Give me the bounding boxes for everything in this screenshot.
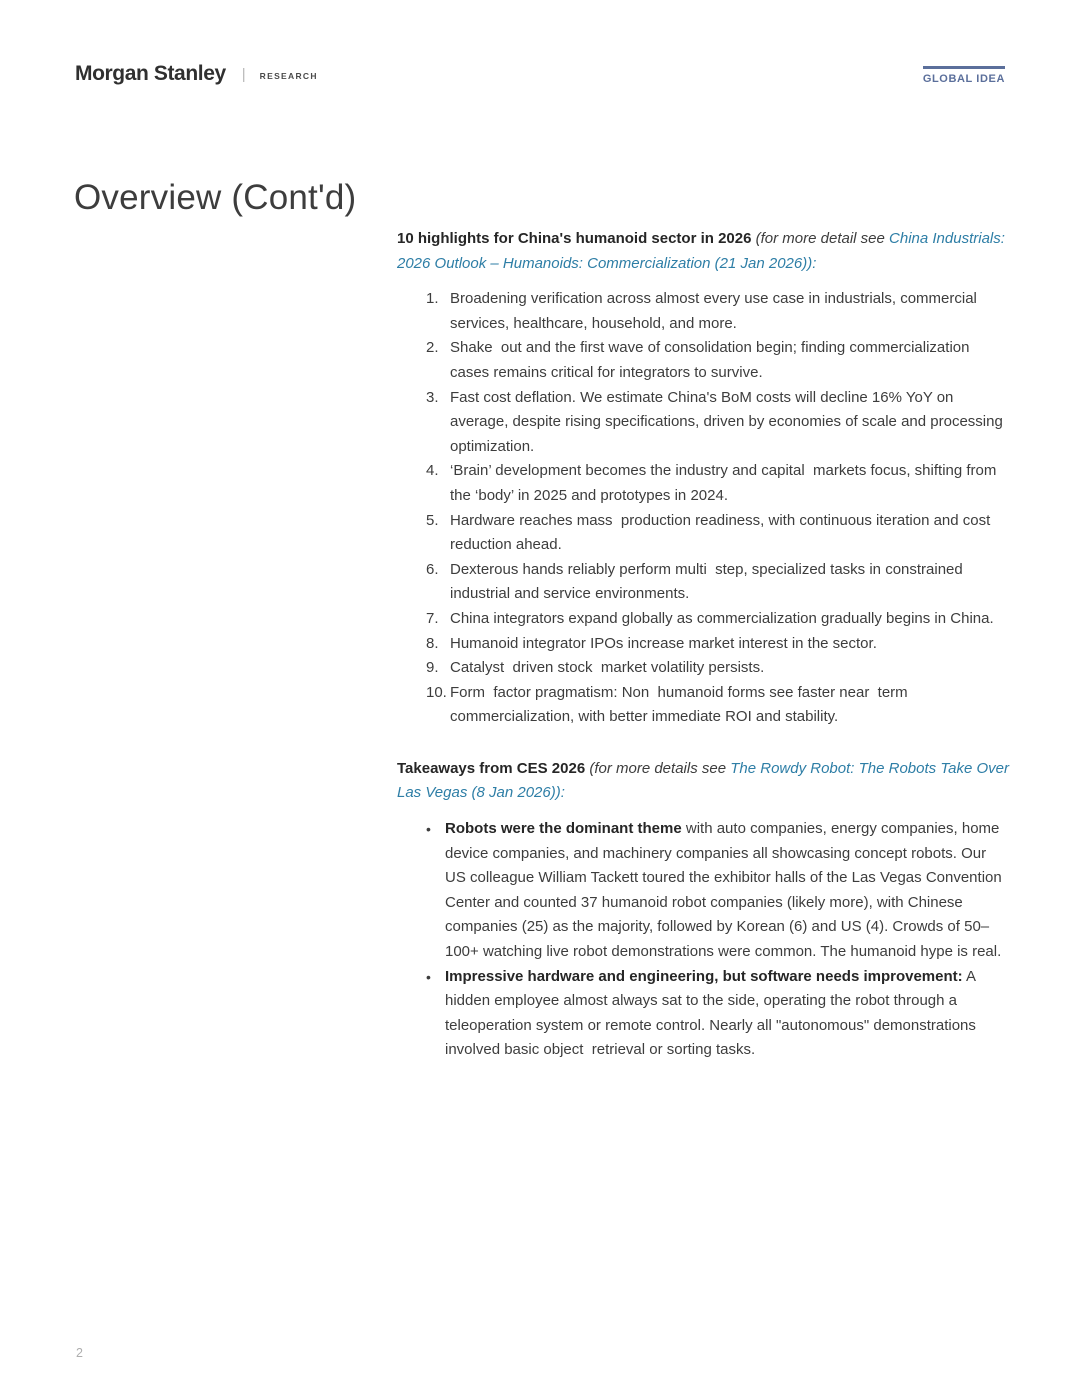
list-item: [397, 817, 1009, 965]
highlights-heading: [397, 227, 1009, 276]
china-industrials-report-link[interactable]: China Industrials: 2026 Outlook – Humanoids: Commercialization (21 Jan 2026): [397, 230, 1010, 272]
list-item-text: ‘Brain’ development becomes the industry and capital markets focus, shifting from the ‘body’ in 2025 and prototypes in 2024.: [450, 462, 1001, 504]
list-item: [397, 965, 1009, 1063]
list-item-text: Catalyst driven stock market volatility persists.: [450, 659, 765, 677]
list-item-text: Dexterous hands reliably perform multi step, specialized tasks in constrained industrial and service environments.: [450, 560, 967, 603]
highlights-list: [397, 287, 1009, 730]
list-item-number: 3.: [426, 388, 439, 406]
bullet-marker: •: [426, 968, 431, 985]
takeaways-list: [397, 817, 1009, 1063]
bullet-body-text: with auto companies, energy companies, home device companies, and machinery companies all showcasing concept robots. Our US colleague William Tackett toured the exhibitor halls of the Las Vegas Convention Center and counted 37 humanoid robot companies (likely more), with Chinese companies (25) as the majority, followed by Korean (6) and US (4). Crowds of 50–100+ watching live robot demonstrations were common. The humanoid hype is real.: [445, 820, 1008, 961]
list-item-text: [445, 965, 1009, 1063]
rowdy-robot-report-link[interactable]: The Rowdy Robot: The Robots Take Over Las Vegas (8 Jan 2026): [397, 759, 1014, 802]
list-item-number: 2.: [426, 339, 439, 357]
takeaways-heading-bold: Takeaways from CES 2026: [397, 759, 590, 777]
list-item: [397, 558, 1009, 607]
list-item-number: 10.: [426, 683, 447, 701]
list-item-text: Shake out and the first wave of consolidation begin; finding commercialization cases remains critical for integrators to survive.: [450, 339, 974, 381]
list-item-text: Hardware reaches mass production readiness, with continuous iteration and cost reduction ahead.: [450, 511, 995, 554]
bullet-marker: •: [426, 821, 431, 838]
takeaways-heading-tail: ):: [555, 784, 565, 802]
header-divider: |: [241, 65, 246, 83]
bullet-body-text: A hidden employee almost always sat to the side, operating the robot through a teleoperation system or remote control. Nearly all "autonomous" demonstrations involved basic object retrieval or sorting tasks.: [445, 967, 981, 1059]
list-item-text: Broadening verification across almost every use case in industrials, commercial services, healthcare, household, and more.: [450, 290, 982, 332]
list-item: [397, 509, 1009, 558]
list-item: [397, 336, 1009, 385]
bullet-bold-lead: Impressive hardware and engineering, but software needs improvement:: [445, 967, 963, 985]
list-item-text: Fast cost deflation. We estimate China's BoM costs will decline 16% YoY on average, despite rising specifications, driven by economies of scale and processing optimization.: [450, 388, 1007, 455]
page-title: Overview (Cont'd): [74, 178, 357, 218]
list-item: [397, 681, 1009, 730]
research-label: RESEARCH: [259, 70, 318, 81]
list-item-number: 9.: [426, 659, 439, 677]
highlights-heading-bold: 10 highlights for China's humanoid sector in 2026: [397, 230, 756, 247]
list-item: [397, 607, 1009, 632]
list-item: [397, 656, 1009, 681]
list-item-number: 7.: [426, 609, 439, 627]
list-item-text: China integrators expand globally as commercialization gradually begins in China.: [450, 609, 994, 627]
list-item: [397, 632, 1009, 657]
header: [75, 62, 318, 86]
takeaways-heading: [397, 757, 1014, 806]
list-item-number: 1.: [426, 290, 439, 308]
content-column: [397, 227, 1014, 1063]
list-item-text: Form factor pragmatism: Non humanoid forms see faster near term commercialization, with better immediate ROI and stability.: [450, 683, 912, 726]
morgan-stanley-logo: Morgan Stanley: [75, 62, 226, 85]
list-item-number: 5.: [426, 511, 439, 529]
bullet-bold-lead: Robots were the dominant theme: [445, 820, 682, 838]
highlights-heading-tail: ):: [807, 254, 817, 272]
list-item-number: 6.: [426, 560, 439, 578]
list-item-number: 8.: [426, 634, 439, 652]
list-item-number: 4.: [426, 462, 439, 480]
list-item-text: Humanoid integrator IPOs increase market interest in the sector.: [450, 634, 877, 652]
list-item-text: [445, 817, 1009, 965]
global-idea-badge: GLOBAL IDEA: [923, 66, 1005, 85]
takeaways-heading-italic: (for more details see: [589, 759, 731, 777]
list-item: [397, 459, 1009, 508]
list-item: [397, 287, 1009, 336]
list-item: [397, 386, 1009, 460]
highlights-heading-italic: (for more detail see: [755, 230, 890, 247]
page-number: 2: [76, 1346, 83, 1360]
